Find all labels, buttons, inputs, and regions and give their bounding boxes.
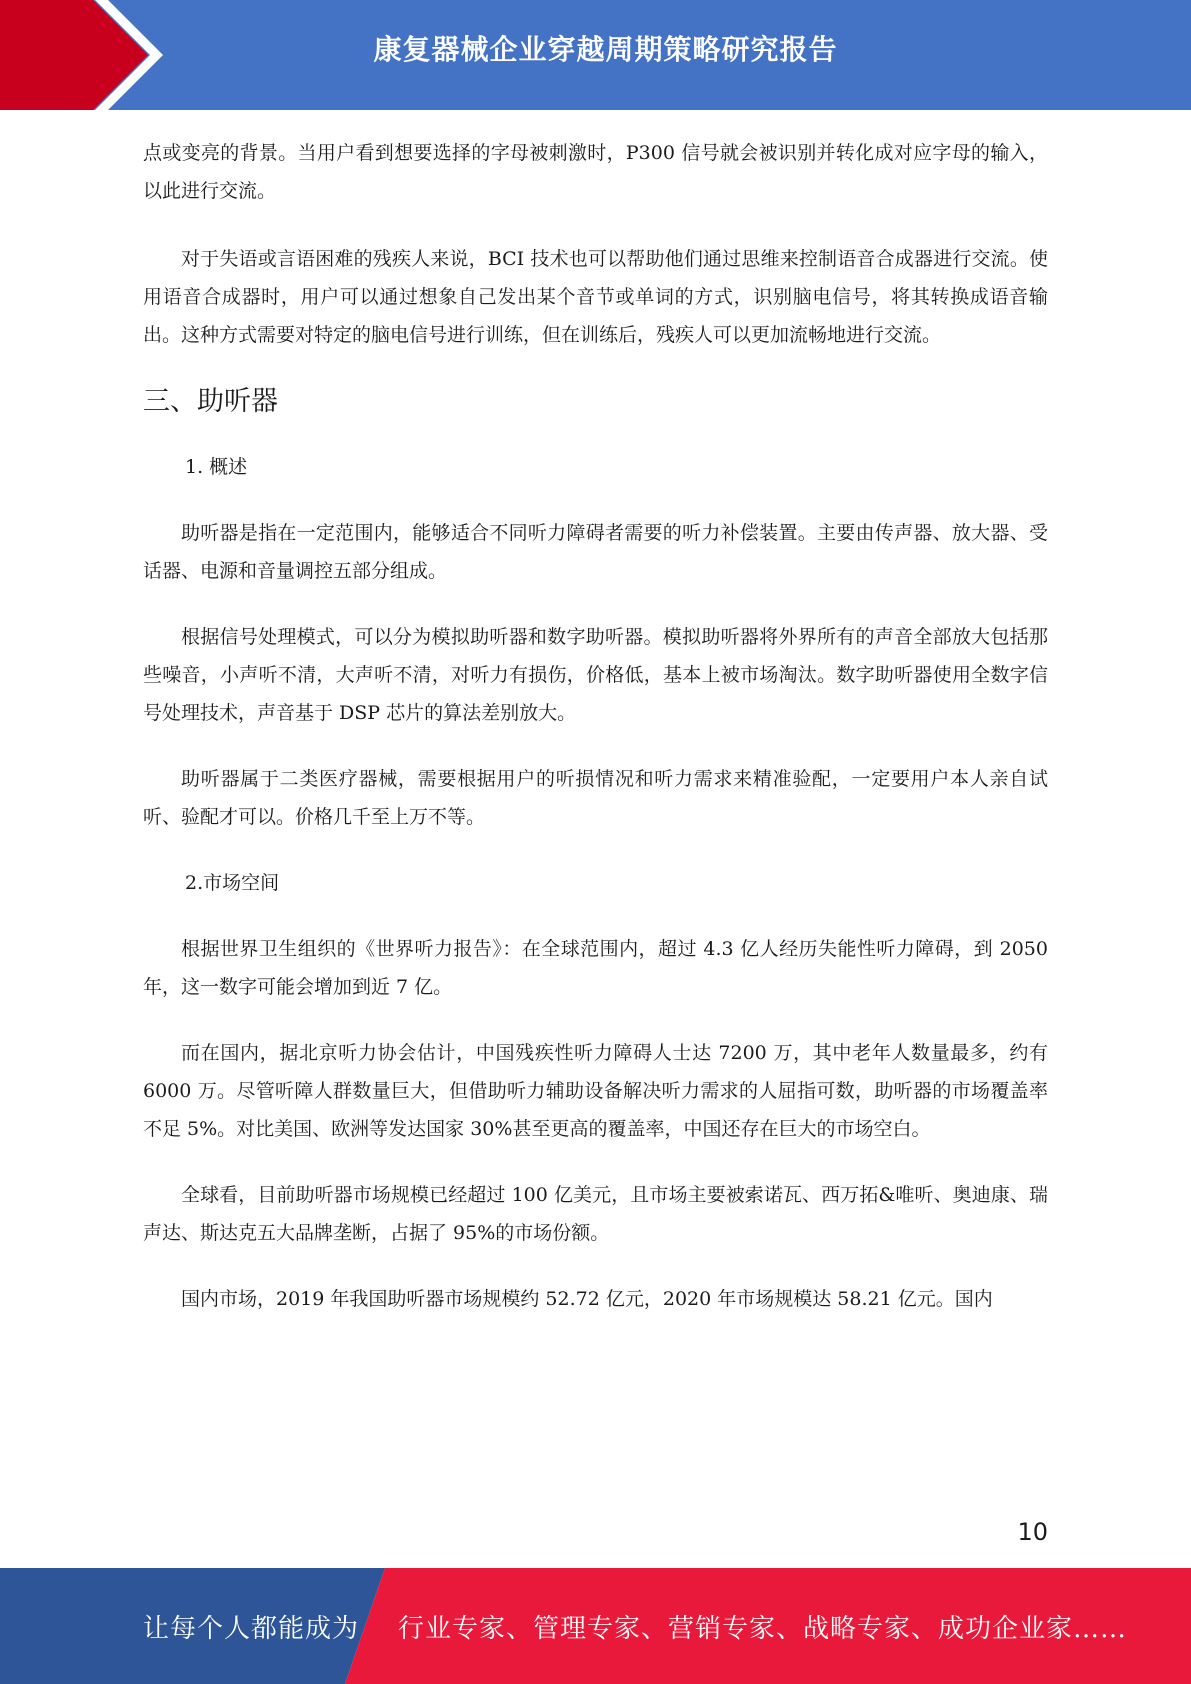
paragraph: 助听器是指在一定范围内，能够适合不同听力障碍者需要的听力补偿装置。主要由传声器、放大器、受话器、电源和音量调控五部分组成。 — [143, 522, 1048, 582]
report-title: 康复器械企业穿越周期策略研究报告 — [373, 33, 838, 66]
paragraph: 国内市场，2019 年我国助听器市场规模约 52.72 亿元，2020 年市场规模达 58.21 亿元。国内 — [181, 1288, 993, 1310]
sub-heading-market: 2.市场空间 — [185, 872, 280, 894]
document-body — [143, 134, 1048, 1346]
footer-slogan-right: 行业专家、管理专家、营销专家、战略专家、成功企业家…… — [398, 1614, 1128, 1644]
footer-slogan-left: 让每个人都能成为 — [143, 1614, 360, 1644]
paragraph: 对于失语或言语困难的残疾人来说，BCI 技术也可以帮助他们通过思维来控制语音合成器进行交流。使用语音合成器时，用户可以通过想象自己发出某个音节或单词的方式，识别脑电信号，将其转换成语音输出。这种方式需要对特定的脑电信号进行训练，但在训练后，残疾人可以更加流畅地进行交流。 — [143, 248, 1048, 346]
paragraph: 而在国内，据北京听力协会估计，中国残疾性听力障碍人士达 7200 万，其中老年人数量最多，约有 6000 万。尽管听障人群数量巨大，但借助听力辅助设备解决听力需求的人屈指可数，助听器的市场覆盖率不足 5%。对比美国、欧洲等发达国家 30%甚至更高的覆盖率，中国还存在巨大的市场空白。 — [143, 1042, 1048, 1140]
page-number: 10 — [1017, 1518, 1048, 1546]
paragraph: 根据信号处理模式，可以分为模拟助听器和数字助听器。模拟助听器将外界所有的声音全部放大包括那些噪音，小声听不清，大声听不清，对听力有损伤，价格低，基本上被市场淘汰。数字助听器使用全数字信号处理技术，声音基于 DSP 芯片的算法差别放大。 — [143, 626, 1048, 724]
paragraph: 助听器属于二类医疗器械，需要根据用户的听损情况和听力需求来精准验配，一定要用户本人亲自试听、验配才可以。价格几千至上万不等。 — [143, 768, 1048, 828]
section-heading: 三、助听器 — [143, 386, 278, 417]
paragraph: 根据世界卫生组织的《世界听力报告》：在全球范围内，超过 4.3 亿人经历失能性听力障碍，到 2050 年，这一数字可能会增加到近 7 亿。 — [143, 938, 1048, 998]
page-footer — [0, 1568, 1191, 1684]
paragraph: 点或变亮的背景。当用户看到想要选择的字母被刺激时，P300 信号就会被识别并转化成对应字母的输入，以此进行交流。 — [143, 142, 1048, 202]
sub-heading-overview: 1. 概述 — [185, 456, 248, 478]
paragraph: 全球看，目前助听器市场规模已经超过 100 亿美元，且市场主要被索诺瓦、西万拓&唯听、奥迪康、瑞声达、斯达克五大品牌垄断，占据了 95%的市场份额。 — [143, 1184, 1048, 1244]
page-header — [0, 0, 1191, 110]
